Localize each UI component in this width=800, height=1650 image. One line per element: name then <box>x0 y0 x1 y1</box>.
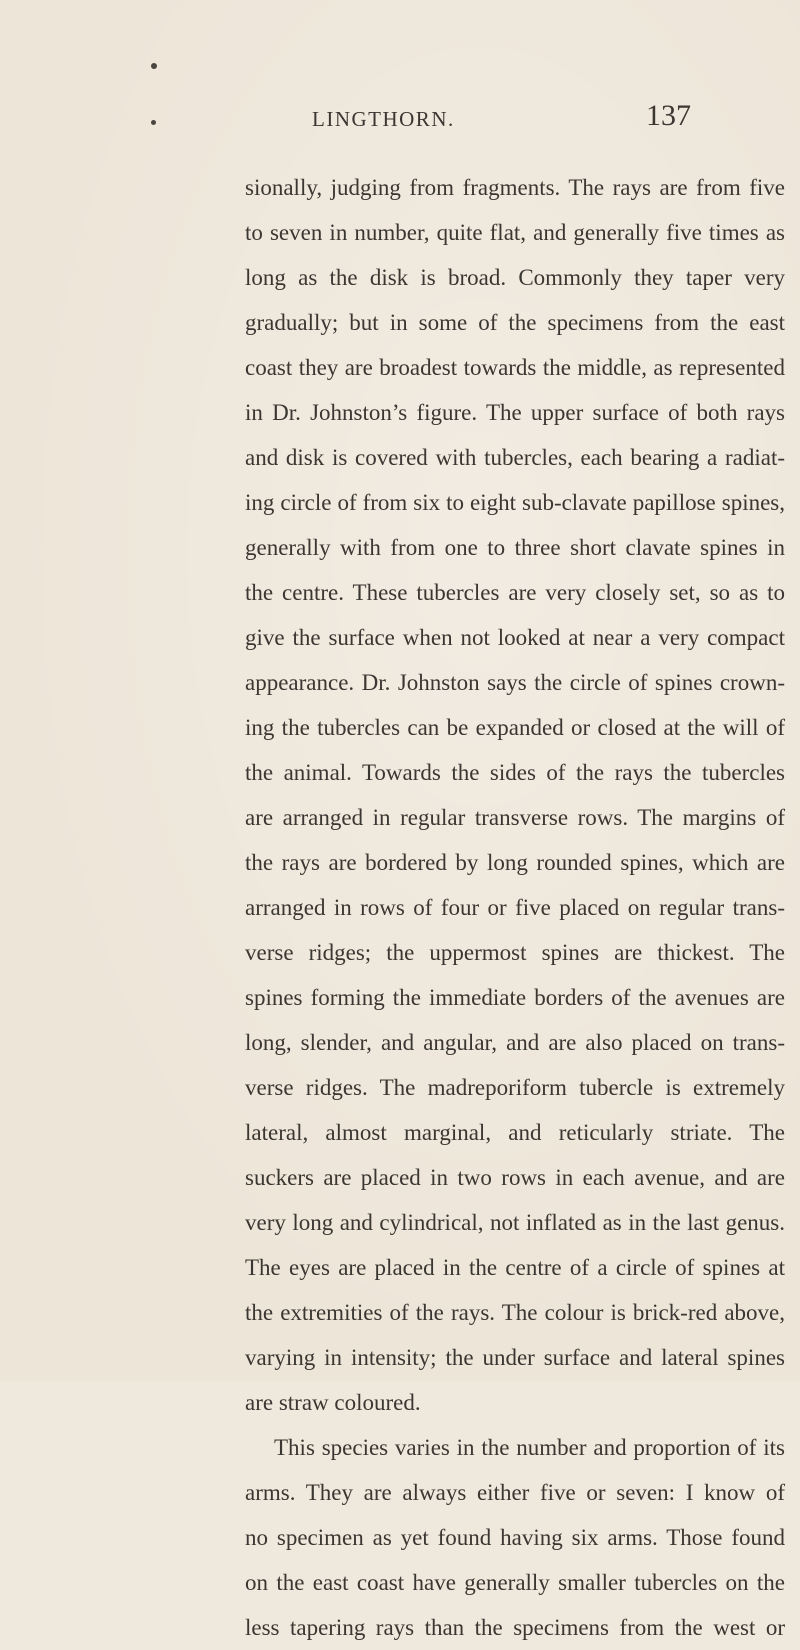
text-line: and disk is covered with tubercles, each bearing a radiat- <box>245 445 785 470</box>
text-line: arranged in rows of four or five placed on regular trans- <box>245 895 785 920</box>
text-line: no specimen as yet found having six arms. Those found <box>245 1525 785 1550</box>
ink-speck <box>151 63 157 69</box>
text-line: ing circle of from six to eight sub-clavate papillose spines, <box>245 490 785 515</box>
text-line: the centre. These tubercles are very closely set, so as to <box>245 580 785 605</box>
text-line: verse ridges; the uppermost spines are thickest. The <box>245 940 785 965</box>
text-line: arms. They are always either five or seven: I know of <box>245 1480 785 1505</box>
text-line: long as the disk is broad. Commonly they taper very <box>245 265 785 290</box>
text-line: sionally, judging from fragments. The rays are from five <box>245 175 785 200</box>
paragraph-first-line: This species varies in the number and proportion of its <box>274 1435 785 1460</box>
text-line: coast they are broadest towards the middle, as represented <box>245 355 785 380</box>
text-line: gradually; but in some of the specimens from the east <box>245 310 785 335</box>
text-line: The eyes are placed in the centre of a circle of spines at <box>245 1255 785 1280</box>
text-line: are arranged in regular transverse rows. The margins of <box>245 805 785 830</box>
text-line: very long and cylindrical, not inflated as in the last genus. <box>245 1210 785 1235</box>
text-line: lateral, almost marginal, and reticularly striate. The <box>245 1120 785 1145</box>
text-line: on the east coast have generally smaller tubercles on the <box>245 1570 785 1595</box>
text-line: the animal. Towards the sides of the rays the tubercles <box>245 760 785 785</box>
running-head <box>0 99 800 143</box>
text-line: generally with from one to three short clavate spines in <box>245 535 785 560</box>
text-line: are straw coloured. <box>245 1390 421 1415</box>
text-line: ing the tubercles can be expanded or closed at the will of <box>245 715 785 740</box>
text-line: appearance. Dr. Johnston says the circle of spines crown- <box>245 670 785 695</box>
text-line: the rays are bordered by long rounded spines, which are <box>245 850 785 875</box>
body-text <box>245 165 785 1650</box>
text-line: suckers are placed in two rows in each avenue, and are <box>245 1165 785 1190</box>
text-line: give the surface when not looked at near a very compact <box>245 625 785 650</box>
text-line: the extremities of the rays. The colour is brick-red above, <box>245 1300 785 1325</box>
text-line: varying in intensity; the under surface and lateral spines <box>245 1345 785 1370</box>
running-title: LINGTHORN. <box>312 107 455 131</box>
text-line: less tapering rays than the specimens from the west or <box>245 1615 785 1640</box>
text-line: long, slender, and angular, and are also placed on trans- <box>245 1030 785 1055</box>
page-number: 137 <box>646 99 691 132</box>
text-line: verse ridges. The madreporiform tubercle is extremely <box>245 1075 785 1100</box>
text-line: to seven in number, quite flat, and generally five times as <box>245 220 785 245</box>
text-line: in Dr. Johnston’s figure. The upper surface of both rays <box>245 400 785 425</box>
text-line: spines forming the immediate borders of the avenues are <box>245 985 785 1010</box>
